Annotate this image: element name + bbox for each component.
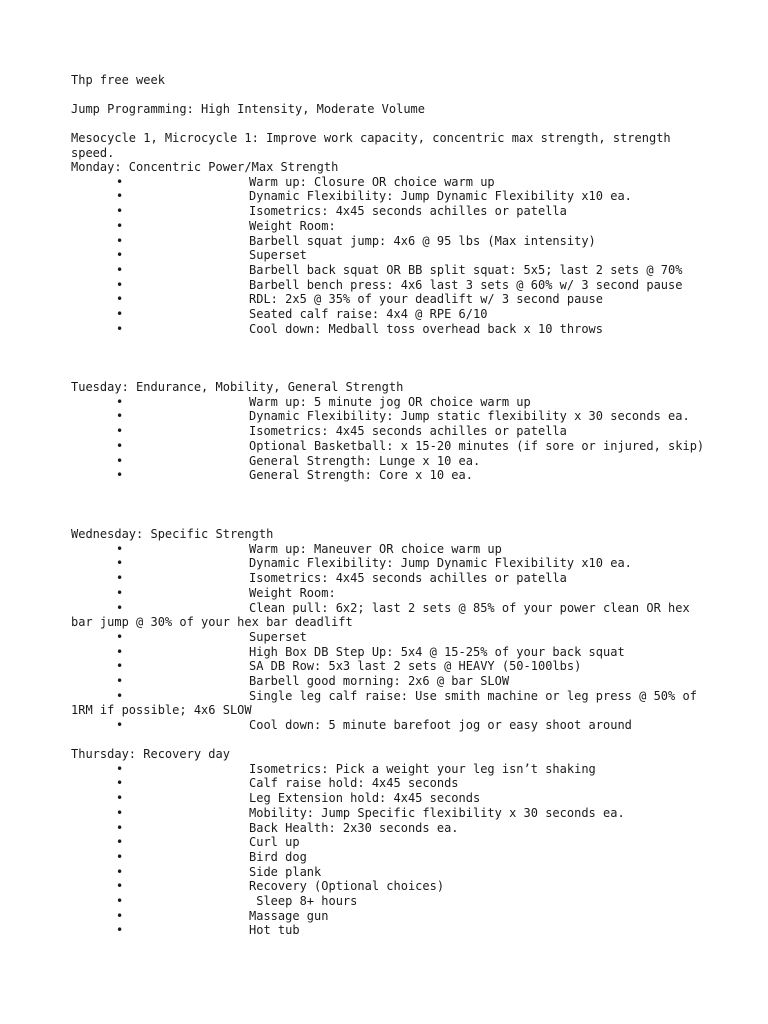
list-item [71, 601, 711, 630]
list-item-text: Recovery (Optional choices) [249, 879, 445, 894]
list-item-text: Cool down: Medball toss overhead back x 10 throws [249, 321, 604, 336]
list-item-text: Side plank [249, 864, 322, 879]
bullet-icon: • [116, 849, 124, 864]
list-item [71, 409, 711, 424]
list-item-text: Barbell squat jump: 4x6 @ 95 lbs (Max intensity) [249, 233, 596, 248]
list-item-text: Isometrics: 4x45 seconds achilles or patella [249, 204, 567, 219]
list-item-text: RDL: 2x5 @ 35% of your deadlift w/ 3 second pause [249, 292, 604, 307]
list-item [71, 909, 711, 924]
bullet-icon: • [116, 864, 124, 879]
list-item [71, 571, 711, 586]
mesocycle-intro: Mesocycle 1, Microcycle 1: Improve work capacity, concentric max strength, strength speed. [71, 131, 671, 160]
list-item [71, 234, 711, 249]
bullet-icon: • [116, 541, 124, 556]
list-item [71, 322, 711, 337]
list-item [71, 850, 711, 865]
list-item-text: Hot tub [249, 923, 300, 938]
list-item-text: General Strength: Core x 10 ea. [249, 468, 473, 483]
list-item-text: Isometrics: 4x45 seconds achilles or patella [249, 424, 567, 439]
day-heading: Wednesday: Specific Strength [71, 527, 274, 541]
bullet-icon: • [116, 233, 124, 248]
day-section-tuesday [71, 380, 711, 483]
exercise-list [71, 542, 711, 733]
list-item [71, 542, 711, 557]
bullet-icon: • [116, 585, 124, 600]
list-item-text: Isometrics: 4x45 seconds achilles or patella [249, 571, 567, 586]
list-item [71, 204, 711, 219]
list-item-text: Weight Room: [249, 585, 336, 600]
bullet-icon: • [116, 468, 124, 483]
bullet-icon: • [116, 277, 124, 292]
list-item-text: Mobility: Jump Specific flexibility x 30 seconds ea. [249, 805, 625, 820]
list-item-text: Bird dog [249, 849, 307, 864]
list-item [71, 395, 711, 410]
day-section-wednesday [71, 527, 711, 733]
bullet-icon: • [116, 659, 124, 674]
list-item [71, 630, 711, 645]
bullet-icon: • [116, 805, 124, 820]
bullet-icon: • [116, 894, 124, 909]
list-item [71, 718, 711, 733]
list-item-text: Dynamic Flexibility: Jump Dynamic Flexibility x10 ea. [249, 189, 632, 204]
bullet-icon: • [116, 409, 124, 424]
bullet-icon: • [116, 629, 124, 644]
bullet-icon: • [116, 674, 124, 689]
bullet-icon: • [116, 718, 124, 733]
list-item [71, 659, 711, 674]
list-item [71, 454, 711, 469]
list-item-text: Sleep 8+ hours [249, 894, 358, 909]
list-item-text: Dynamic Flexibility: Jump Dynamic Flexibility x10 ea. [249, 556, 632, 571]
list-item [71, 879, 711, 894]
list-item [71, 468, 711, 483]
list-item [71, 806, 711, 821]
list-item-text: Barbell good morning: 2x6 @ bar SLOW [249, 674, 510, 689]
list-item-text: General Strength: Lunge x 10 ea. [249, 453, 481, 468]
bullet-icon: • [116, 189, 124, 204]
list-item [71, 263, 711, 278]
bullet-icon: • [116, 776, 124, 791]
bullet-icon: • [116, 307, 124, 322]
document-subtitle: Jump Programming: High Intensity, Moderate Volume [71, 102, 426, 116]
bullet-icon: • [116, 791, 124, 806]
list-item-text: Isometrics: Pick a weight your leg isn’t shaking [249, 761, 596, 776]
list-item-text: Weight Room: [249, 218, 336, 233]
list-item-text: Warm up: Maneuver OR choice warm up [249, 541, 502, 556]
day-heading: Tuesday: Endurance, Mobility, General Strength [71, 380, 404, 394]
list-item [71, 278, 711, 293]
bullet-icon: • [116, 923, 124, 938]
list-item [71, 894, 711, 909]
list-item-text: SA DB Row: 5x3 last 2 sets @ HEAVY (50-100lbs) [249, 659, 582, 674]
list-item [71, 776, 711, 791]
bullet-icon: • [116, 556, 124, 571]
bullet-icon: • [116, 453, 124, 468]
bullet-icon: • [116, 321, 124, 336]
bullet-icon: • [116, 571, 124, 586]
list-item-text: Single leg calf raise: Use smith machine or leg press @ 50% of 1RM if possible; 4x6 SLOW [71, 688, 705, 718]
bullet-icon: • [116, 644, 124, 659]
bullet-icon: • [116, 600, 124, 615]
list-item-text: Warm up: 5 minute jog OR choice warm up [249, 394, 531, 409]
bullet-icon: • [116, 908, 124, 923]
bullet-icon: • [116, 438, 124, 453]
day-section-monday [71, 160, 711, 336]
exercise-list [71, 175, 711, 337]
list-item [71, 175, 711, 190]
list-item [71, 689, 711, 718]
list-item [71, 556, 711, 571]
bullet-icon: • [116, 262, 124, 277]
list-item [71, 791, 711, 806]
bullet-icon: • [116, 820, 124, 835]
list-item [71, 645, 711, 660]
bullet-icon: • [116, 835, 124, 850]
bullet-icon: • [116, 174, 124, 189]
list-item [71, 307, 711, 322]
list-item [71, 424, 711, 439]
list-item-text: Superset [249, 629, 307, 644]
list-item-text: Superset [249, 248, 307, 263]
list-item-text: Curl up [249, 835, 300, 850]
list-item [71, 865, 711, 880]
list-item-text: Warm up: Closure OR choice warm up [249, 174, 495, 189]
list-item-text: Dynamic Flexibility: Jump static flexibility x 30 seconds ea. [249, 409, 690, 424]
bullet-icon: • [116, 688, 124, 703]
list-item [71, 835, 711, 850]
exercise-list [71, 762, 711, 938]
list-item-text: Clean pull: 6x2; last 2 sets @ 85% of your power clean OR hex bar jump @ 30% of your hex bar deadlift [71, 600, 697, 630]
list-item-text: Leg Extension hold: 4x45 seconds [249, 791, 481, 806]
day-heading: Monday: Concentric Power/Max Strength [71, 160, 339, 174]
bullet-icon: • [116, 204, 124, 219]
list-item [71, 923, 711, 938]
bullet-icon: • [116, 761, 124, 776]
list-item-text: Calf raise hold: 4x45 seconds [249, 776, 459, 791]
bullet-icon: • [116, 292, 124, 307]
list-item [71, 219, 711, 234]
list-item [71, 762, 711, 777]
list-item-text: Seated calf raise: 4x4 @ RPE 6/10 [249, 307, 488, 322]
bullet-icon: • [116, 394, 124, 409]
day-section-thursday [71, 747, 711, 938]
list-item [71, 586, 711, 601]
list-item [71, 248, 711, 263]
list-item [71, 292, 711, 307]
list-item-text: Back Health: 2x30 seconds ea. [249, 820, 459, 835]
list-item-text: Barbell back squat OR BB split squat: 5x5; last 2 sets @ 70% [249, 262, 683, 277]
exercise-list [71, 395, 711, 483]
bullet-icon: • [116, 218, 124, 233]
bullet-icon: • [116, 424, 124, 439]
list-item-text: Optional Basketball: x 15-20 minutes (if sore or injured, skip) [249, 438, 705, 453]
bullet-icon: • [116, 879, 124, 894]
list-item-text: Barbell bench press: 4x6 last 3 sets @ 60% w/ 3 second pause [249, 277, 683, 292]
document-title: Thp free week [71, 73, 165, 87]
day-heading: Thursday: Recovery day [71, 747, 230, 761]
list-item-text: Cool down: 5 minute barefoot jog or easy shoot around [249, 718, 632, 733]
bullet-icon: • [116, 248, 124, 263]
list-item [71, 189, 711, 204]
list-item [71, 674, 711, 689]
list-item-text: Massage gun [249, 908, 329, 923]
list-item [71, 439, 711, 454]
list-item [71, 821, 711, 836]
list-item-text: High Box DB Step Up: 5x4 @ 15-25% of your back squat [249, 644, 625, 659]
